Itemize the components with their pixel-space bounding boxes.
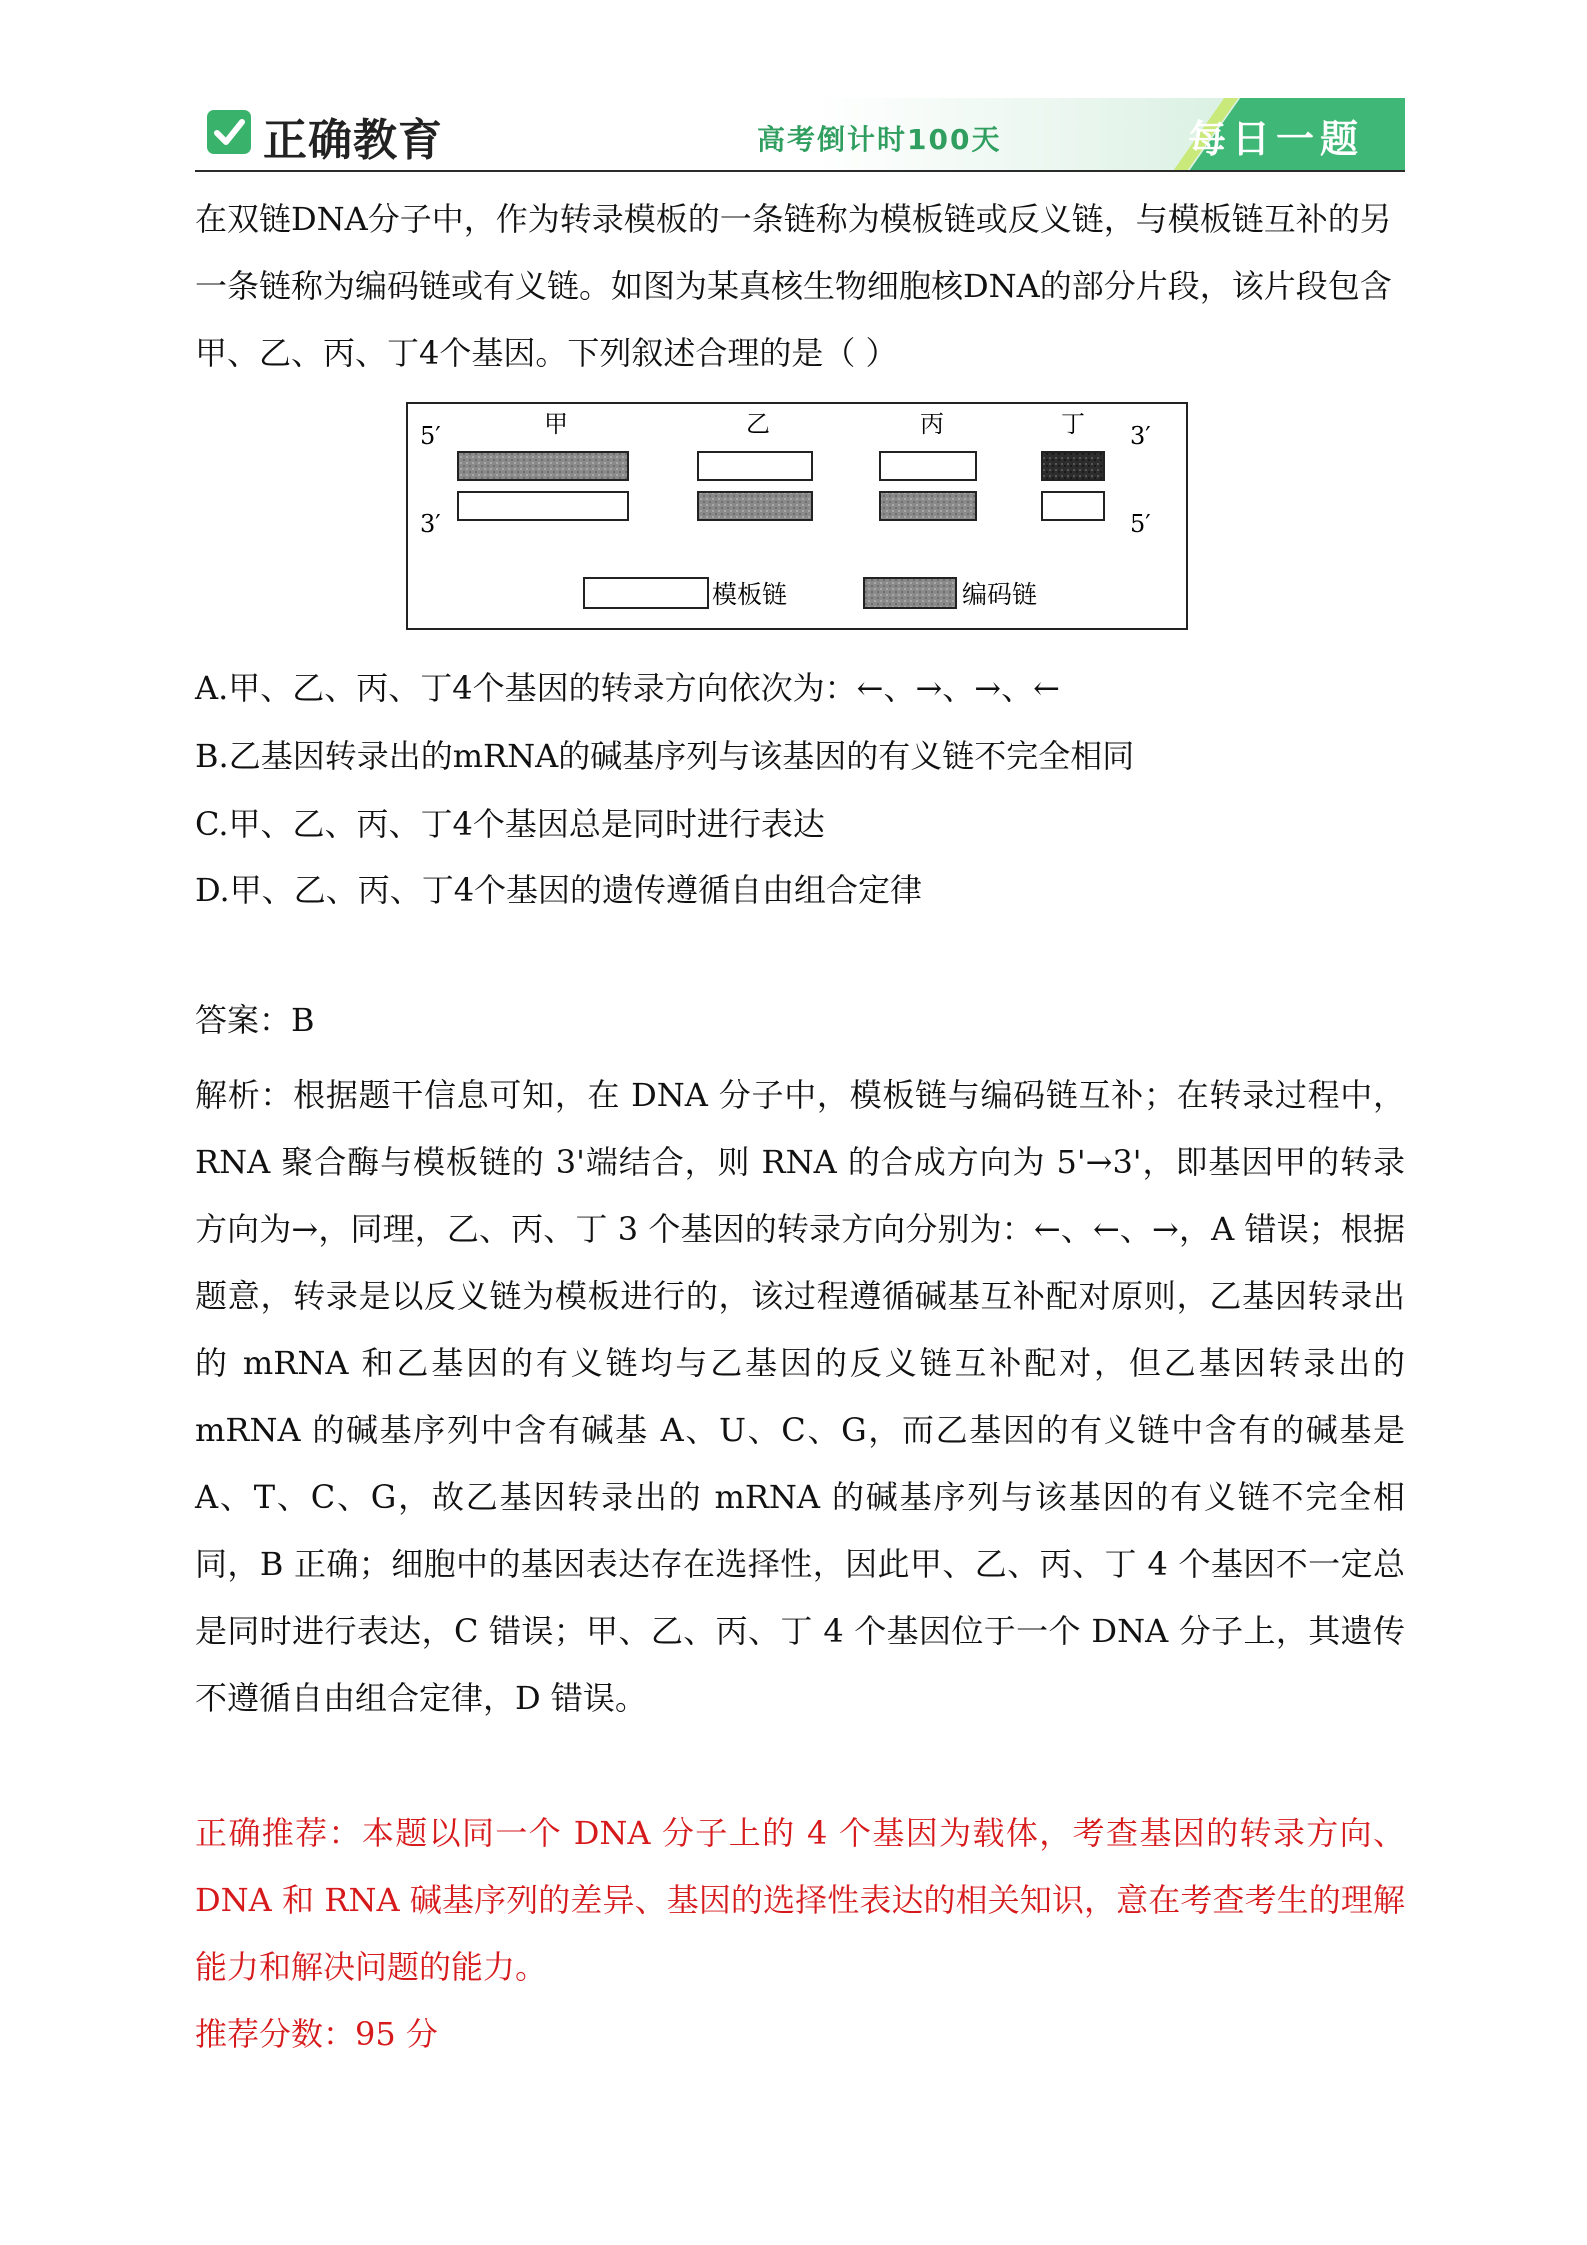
gene-jia-bottom-strand (458, 492, 628, 520)
gene-yi-bottom-strand (698, 492, 812, 520)
bottom-right-end-label: 5′ (1130, 510, 1151, 538)
top-right-end-label: 3′ (1130, 422, 1151, 450)
dna-diagram (406, 402, 1188, 630)
legend-template-swatch (584, 578, 708, 608)
answer: 答案：B (195, 1001, 315, 1039)
gene-bing-top-strand (880, 452, 976, 480)
gene-yi-top-strand (698, 452, 812, 480)
gene-ding-top-strand (1042, 452, 1104, 480)
gene-label-ding: 丁 (1061, 410, 1085, 438)
option-c: C.甲、乙、丙、丁4个基因总是同时进行表达 (195, 805, 825, 843)
recommendation: 正确推荐：本题以同一个 DNA 分子上的 4 个基因为载体，考查基因的转录方向、DNA 和 RNA 碱基序列的差异、基因的选择性表达的相关知识，意在考查考生的理解能力和解决问题的能力。 (195, 1814, 1405, 1986)
legend-coding-swatch (864, 578, 956, 608)
option-d: D.甲、乙、丙、丁4个基因的遗传遵循自由组合定律 (195, 871, 923, 909)
legend-template-label: 模板链 (712, 580, 788, 609)
recommendation-score: 推荐分数：95 分 (195, 2015, 438, 2053)
header-banner (195, 98, 1405, 172)
bottom-left-end-label: 3′ (420, 510, 441, 538)
gene-ding-bottom-strand (1042, 492, 1104, 520)
legend-coding-label: 编码链 (962, 580, 1038, 609)
check-icon (207, 110, 251, 154)
analysis: 解析：根据题干信息可知，在 DNA 分子中，模板链与编码链互补；在转录过程中，RNA 聚合酶与模板链的 3'端结合，则 RNA 的合成方向为 5'→3'，即基因甲的转录方向为→，同理，乙、丙、丁 3 个基因的转录方向分别为：←、←、→，A 错误；根据题意，转录是以反义链为模板进行的，该过程遵循碱基互补配对原则，乙基因转录出的 mRNA 和乙基因的有义链均与乙基因的反义链互补配对，但乙基因转录出的 mRNA 的碱基序列中含有碱基 A、U、C、G，而乙基因的有义链中含有的碱基是 A、T、C、G，故乙基因转录出的 mRNA 的碱基序列与该基因的有义链不完全相同，B 正确；细胞中的基因表达存在选择性，因此甲、乙、丙、丁 4 个基因不一定总是同时进行表达，C 错误；甲、乙、丙、丁 4 个基因位于一个 DNA 分子上，其遗传不遵循自由组合定律，D 错误。 (195, 1076, 1405, 1717)
brand-name: 正确教育 (263, 115, 443, 166)
gene-jia-top-strand (458, 452, 628, 480)
top-left-end-label: 5′ (420, 422, 441, 450)
option-b: B.乙基因转录出的mRNA的碱基序列与该基因的有义链不完全相同 (195, 737, 1135, 775)
daily-question-badge: 每日一题 (1187, 117, 1364, 161)
gene-label-yi: 乙 (746, 410, 770, 438)
countdown-text: 高考倒计时100天 (757, 123, 1002, 156)
question-stem: 在双链DNA分子中，作为转录模板的一条链称为模板链或反义链，与模板链互补的另一条链称为编码链或有义链。如图为某真核生物细胞核DNA的部分片段，该片段包含甲、乙、丙、丁4个基因。下列叙述合理的是（ ） (195, 200, 1392, 372)
gene-label-jia: 甲 (544, 410, 568, 438)
gene-label-bing: 丙 (920, 410, 944, 438)
option-a: A.甲、乙、丙、丁4个基因的转录方向依次为：←、→、→、← (195, 669, 1060, 707)
gene-bing-bottom-strand (880, 492, 976, 520)
